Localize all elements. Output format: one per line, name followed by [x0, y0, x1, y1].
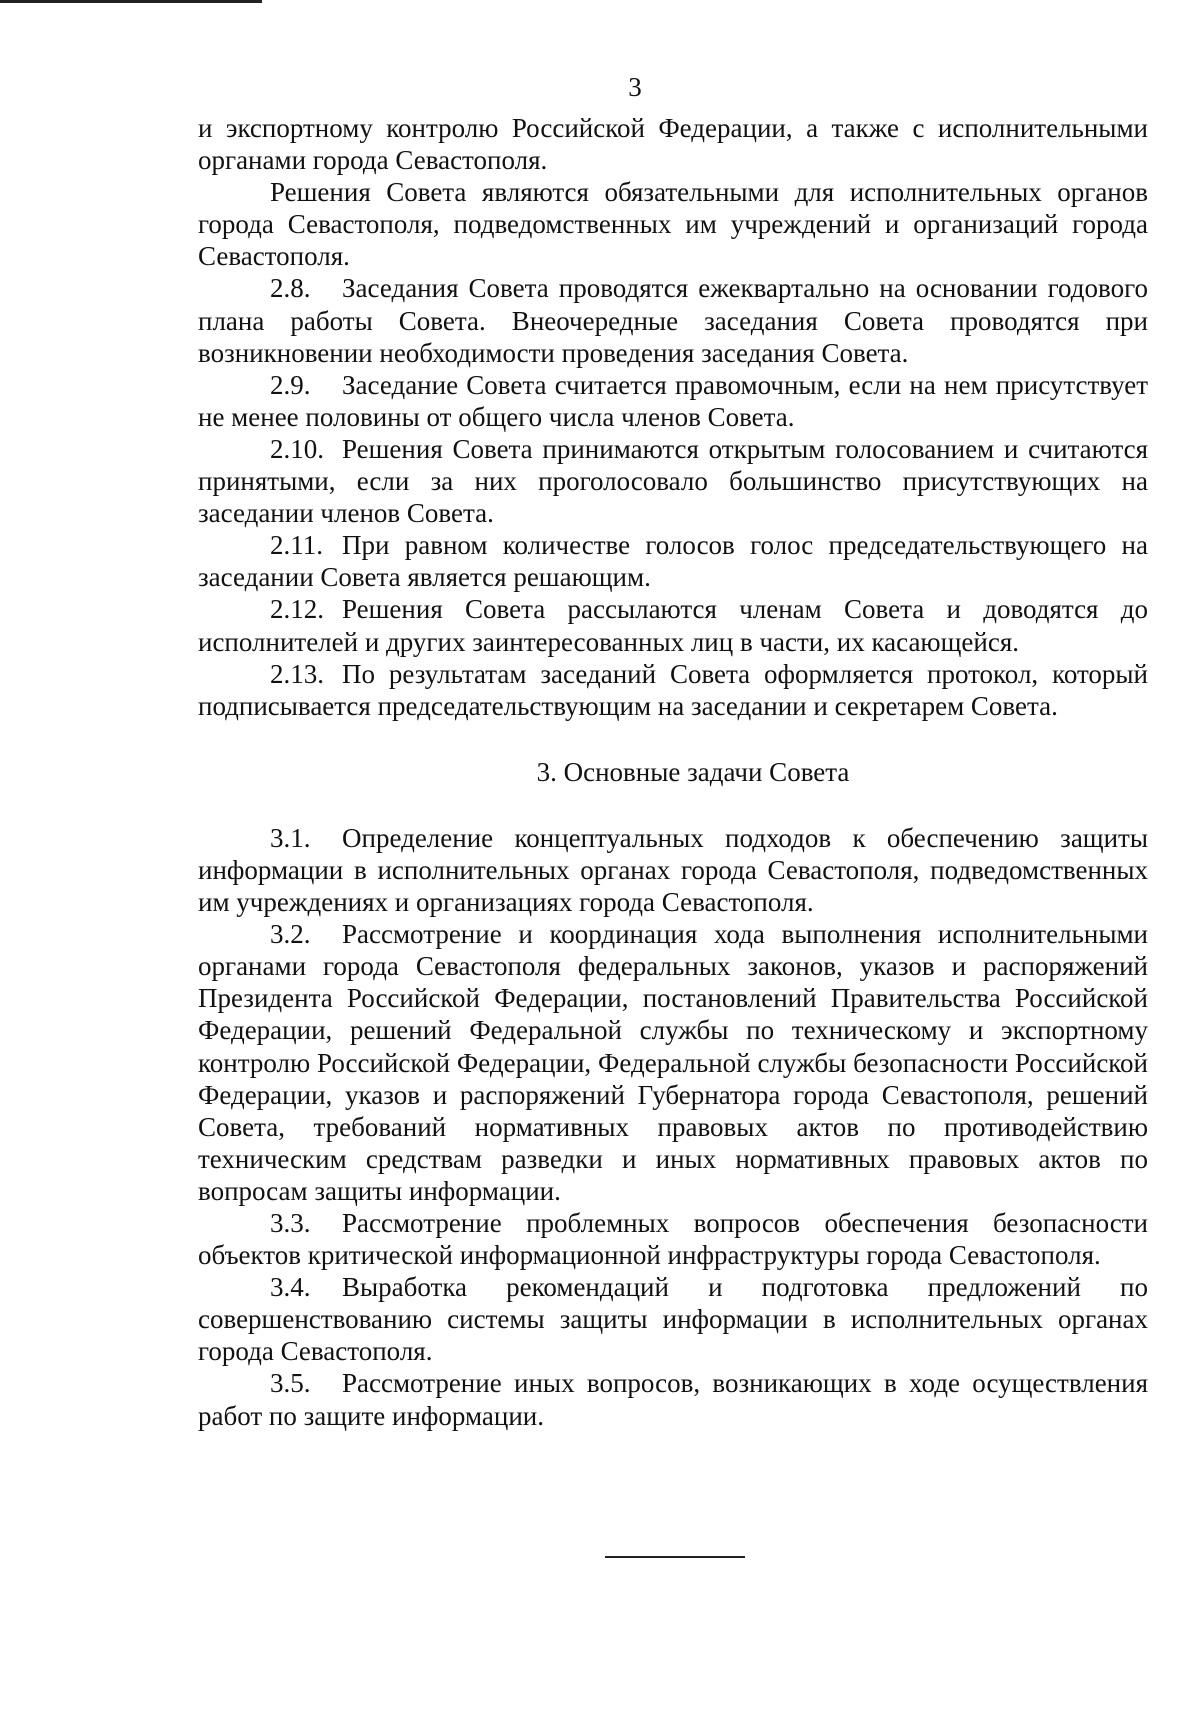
clause-2-13 [198, 658, 1148, 722]
clause-2-9 [198, 369, 1148, 433]
document-body [198, 112, 1148, 1432]
clause-number: 3.3. [270, 1208, 311, 1238]
clause-2-8 [198, 272, 1148, 368]
clause-number: 2.13. [270, 658, 324, 689]
clause-number: 2.12. [270, 594, 324, 625]
clause-text: Определение концептуальных подходов к обеспечению защиты информации в исполнительных органах города Севастополя, подведомственных им учреждениях и организациях города Севастополя. [198, 822, 1148, 918]
clause-number: 2.10. [270, 433, 324, 464]
clause-2-11 [198, 529, 1148, 593]
clause-3-1 [198, 822, 1148, 918]
clause-number: 3.4. [270, 1272, 311, 1303]
section-heading: 3. Основные задачи Совета [536, 756, 850, 787]
page-number: 3 [628, 72, 642, 102]
clause-text: Рассмотрение и координация хода выполнения исполнительными органами города Севастополя федеральных законов, указов и распоряжений Президента Российской Федерации, постановлений Правительства Российской Федерации, решений Федеральной службы по техническому и экспортному контролю Российской Федерации, Федеральной службы безопасности Российской Федерации, указов и распоряжений Губернатора города Севастополя, решений Совета, требований нормативных правовых актов по противодействию техническим средствам разведки и иных нормативных правовых актов по вопросам защиты информации. [198, 919, 1148, 1206]
clause-3-2 [198, 918, 1148, 1207]
clause-text: Заседания Совета проводятся ежеквартально на основании годового плана работы Совета. Внеочередные заседания Совета проводятся при возникновении необходимости проведения заседания Совета. [198, 273, 1148, 368]
clause-text: Рассмотрение проблемных вопросов обеспечения безопасности объектов критической информационной инфраструктуры города Севастополя. [198, 1208, 1148, 1271]
clause-text: При равном количестве голосов голос председательствующего на заседании Совета является решающим. [198, 530, 1148, 593]
clause-text: Рассмотрение иных вопросов, возникающих в ходе осуществления работ по защите информации. [198, 1368, 1148, 1431]
paragraph-continuation [198, 112, 1148, 176]
clause-text: Выработка рекомендаций и подготовка предложений по совершенствованию системы защиты информации в исполнительных органах города Севастополя. [198, 1272, 1148, 1367]
clause-3-3 [198, 1207, 1148, 1271]
clause-2-12 [198, 593, 1148, 657]
clause-number: 3.5. [270, 1368, 311, 1399]
clause-3-5 [198, 1367, 1148, 1431]
clause-number: 2.9. [270, 369, 311, 400]
clause-text: Решения Совета рассылаются членам Совета и доводятся до исполнителей и других заинтересованных лиц в части, их касающейся. [198, 594, 1148, 657]
scan-edge-line [0, 0, 262, 3]
paragraph-text: и экспортному контролю Российской Федерации, а также с исполнительными органами города Севастополя. [198, 113, 1148, 176]
clause-text: Решения Совета принимаются открытым голосованием и считаются принятыми, если за них проголосовало большинство присутствующих на заседании членов Совета. [198, 433, 1148, 529]
closing-rule [605, 1556, 745, 1558]
paragraph-decisions-binding [198, 176, 1148, 272]
clause-text: Заседание Совета считается правомочным, если на нем присутствует не менее половины от общего числа членов Совета. [198, 369, 1148, 432]
clause-number: 2.11. [270, 530, 323, 561]
clause-number: 3.2. [270, 919, 311, 950]
paragraph-text: Решения Совета являются обязательными для исполнительных органов города Севастополя, подведомственных им учреждений и организаций города Севастополя. [198, 177, 1148, 272]
clause-text: По результатам заседаний Совета оформляется протокол, который подписывается председательствующим на заседании и секретарем Совета. [198, 658, 1148, 721]
clause-number: 2.8. [270, 273, 311, 304]
clause-3-4 [198, 1271, 1148, 1367]
clause-2-10 [198, 433, 1148, 529]
clause-number: 3.1. [270, 822, 311, 853]
